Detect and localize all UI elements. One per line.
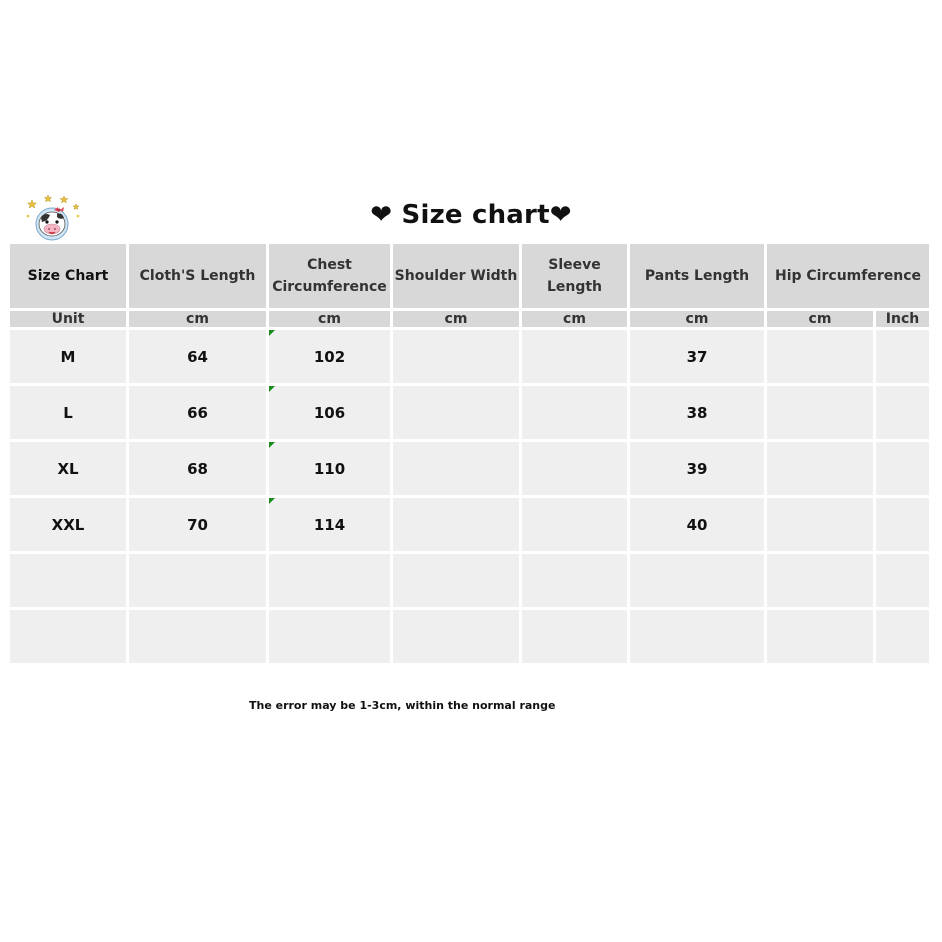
table-cell: 114 xyxy=(269,498,390,551)
error-note: The error may be 1-3cm, within the normal range xyxy=(249,699,556,712)
table-cell xyxy=(522,330,627,383)
table-cell xyxy=(630,554,764,607)
table-cell: 64 xyxy=(129,330,266,383)
table-cell xyxy=(767,330,873,383)
table-cell xyxy=(129,610,266,663)
size-cell: XL xyxy=(10,442,126,495)
table-cell xyxy=(767,610,873,663)
table-cell xyxy=(522,554,627,607)
table-row xyxy=(10,442,929,495)
table-cell: 102 xyxy=(269,330,390,383)
unit-cell: cm xyxy=(393,311,519,327)
size-cell: XXL xyxy=(10,498,126,551)
header-shoulder-width: Shoulder Width xyxy=(393,244,519,308)
unit-row xyxy=(10,311,929,327)
table-cell xyxy=(522,498,627,551)
header-pants-length: Pants Length xyxy=(630,244,764,308)
chart-title: ❤ Size chart❤ xyxy=(370,200,572,230)
table-cell xyxy=(876,330,929,383)
table-cell xyxy=(129,554,266,607)
size-cell xyxy=(10,554,126,607)
table-cell xyxy=(269,554,390,607)
table-cell: 37 xyxy=(630,330,764,383)
table-cell xyxy=(522,386,627,439)
header-cloths-length: Cloth'S Length xyxy=(129,244,266,308)
table-row xyxy=(10,330,929,383)
header-hip-circumference: Hip Circumference xyxy=(767,244,929,308)
unit-cell: cm xyxy=(269,311,390,327)
table-cell xyxy=(767,442,873,495)
table-cell xyxy=(393,386,519,439)
table-cell xyxy=(876,442,929,495)
size-cell: M xyxy=(10,330,126,383)
table-cell: 40 xyxy=(630,498,764,551)
table-cell xyxy=(876,386,929,439)
size-cell xyxy=(10,610,126,663)
table-cell xyxy=(393,330,519,383)
table-cell xyxy=(767,498,873,551)
table-cell: 68 xyxy=(129,442,266,495)
table-cell: 70 xyxy=(129,498,266,551)
table-cell: 66 xyxy=(129,386,266,439)
table-row xyxy=(10,610,929,663)
table-cell xyxy=(522,442,627,495)
table-cell xyxy=(393,554,519,607)
table-cell xyxy=(630,610,764,663)
unit-cell: cm xyxy=(129,311,266,327)
header-chest-circumference: Chest Circumference xyxy=(269,244,390,308)
cow-mascot-icon xyxy=(24,194,82,242)
table-cell xyxy=(269,610,390,663)
table-cell xyxy=(393,498,519,551)
unit-cell: cm xyxy=(522,311,627,327)
table-cell xyxy=(876,554,929,607)
header-sleeve-length: Sleeve Length xyxy=(522,244,627,308)
table-cell: 106 xyxy=(269,386,390,439)
table-cell: 38 xyxy=(630,386,764,439)
header-size-chart: Size Chart xyxy=(10,244,126,308)
table-cell xyxy=(876,498,929,551)
table-cell: 39 xyxy=(630,442,764,495)
table-row xyxy=(10,554,929,607)
size-cell: L xyxy=(10,386,126,439)
table-cell xyxy=(876,610,929,663)
table-cell xyxy=(393,442,519,495)
unit-cell-inch: Inch xyxy=(876,311,929,327)
table-cell xyxy=(522,610,627,663)
table-header-row xyxy=(10,244,929,308)
table-cell xyxy=(767,554,873,607)
table-cell xyxy=(767,386,873,439)
unit-cell: cm xyxy=(630,311,764,327)
unit-cell: cm xyxy=(767,311,873,327)
table-row xyxy=(10,386,929,439)
size-table xyxy=(7,241,932,666)
table-cell: 110 xyxy=(269,442,390,495)
table-cell xyxy=(393,610,519,663)
table-row xyxy=(10,498,929,551)
unit-label: Unit xyxy=(10,311,126,327)
